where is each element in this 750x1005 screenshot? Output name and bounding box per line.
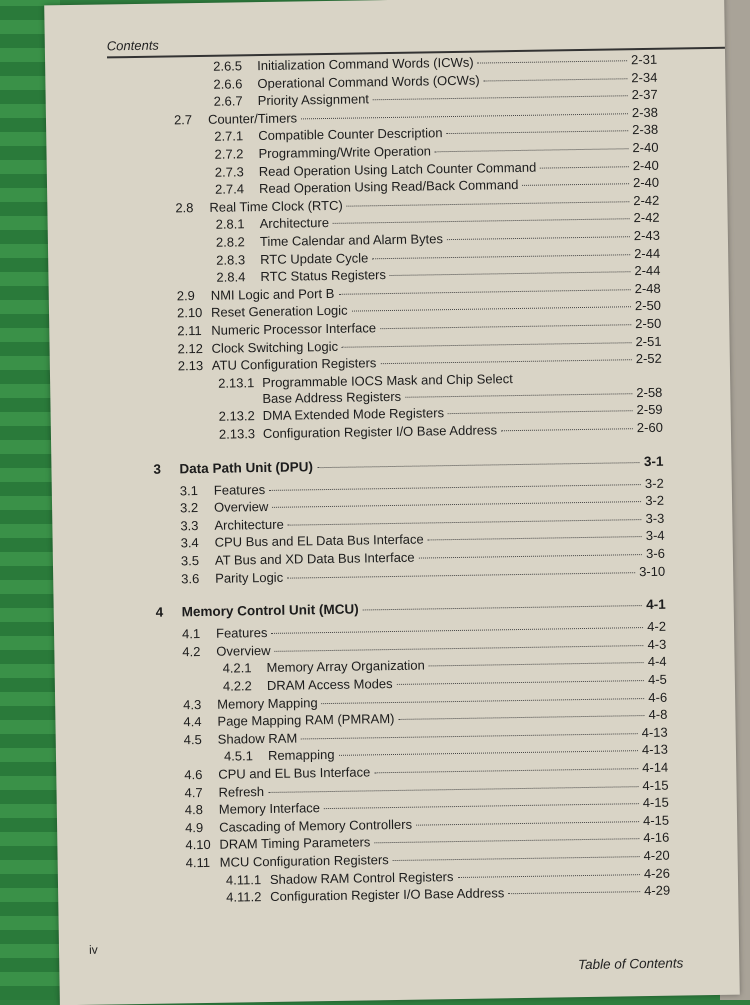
dot-leader [272, 501, 641, 508]
toc-entry-title: Memory Control Unit (MCU) [181, 601, 359, 620]
toc-entry-page: 4-14 [642, 759, 669, 776]
dot-leader [435, 148, 629, 152]
toc-entry-page: 2-43 [633, 227, 660, 244]
dot-leader [540, 166, 628, 168]
dot-leader [405, 393, 632, 398]
toc-entry-page: 4-13 [641, 724, 668, 740]
toc-entry-page: 2-40 [632, 174, 660, 191]
toc-entry-number: 2.13 [177, 358, 204, 374]
toc-chapter-entry [156, 597, 666, 620]
toc-entry-number: 4.4 [183, 714, 202, 730]
toc-entry-title: Overview [213, 499, 269, 515]
toc-entry-page: 2-60 [636, 419, 664, 436]
toc-entry-title: Memory Mapping [217, 694, 318, 712]
dot-leader [447, 236, 630, 240]
toc-entry-title: Read Operation Using Latch Counter Command [258, 159, 537, 179]
toc-entry-number: 4.6 [184, 767, 203, 783]
toc-entry-number: 2.8.3 [216, 251, 246, 268]
toc-entry-number: 4 [155, 604, 164, 620]
toc-entry-page: 4-8 [648, 706, 668, 723]
running-header: Contents [106, 37, 159, 54]
toc-entry-number: 2.11 [177, 322, 202, 339]
toc-entry-title: Parity Logic [215, 569, 284, 586]
toc-entry-title: DRAM Timing Parameters [219, 834, 371, 853]
toc-chapter-entry [153, 453, 663, 476]
toc-entry-page: 2-52 [635, 350, 662, 367]
toc-entry-page: 4-29 [644, 882, 671, 899]
dot-leader [317, 462, 640, 468]
toc-entry-title: Configuration Register I/O Base Address [262, 422, 498, 442]
toc-entry-page: 4-26 [643, 865, 671, 881]
dot-leader [333, 219, 630, 225]
toc-entry-number: 4.2.2 [222, 678, 252, 694]
dot-leader [380, 324, 631, 329]
toc-entry-page: 4-15 [642, 812, 670, 828]
toc-entry-number: 2.9 [176, 287, 195, 304]
toc-entry-number: 3.4 [180, 535, 199, 551]
toc-entry-title: Features [213, 481, 266, 498]
dot-leader [374, 768, 638, 773]
running-footer: Table of Contents [577, 955, 684, 973]
toc-entry-title: Memory Interface [218, 800, 321, 817]
toc-entry-title: Architecture [259, 215, 330, 232]
dot-leader [522, 183, 629, 186]
toc-entry-page: 3-10 [639, 563, 666, 579]
toc-entry-title: Operational Command Words (OCWs) [257, 72, 480, 91]
toc-entry-number: 4.11.2 [226, 889, 262, 905]
toc-entry-number: 3.6 [181, 570, 200, 586]
toc-entry-page: 2-59 [636, 402, 663, 418]
toc-entry-number: 2.8.4 [216, 269, 246, 285]
dot-leader [393, 856, 640, 861]
dot-leader [416, 821, 639, 826]
toc-entry-number: 3.5 [180, 553, 200, 569]
dot-leader [339, 751, 638, 757]
toc-entry-number: 3.1 [179, 482, 199, 498]
toc-entry-number: 2.13.3 [218, 426, 256, 442]
toc-entry-page: 3-2 [644, 475, 664, 491]
dot-leader [301, 113, 628, 119]
toc-entry-page: 4-20 [643, 847, 670, 864]
toc-entry-number: 4.10 [185, 837, 211, 853]
toc-entry-page: 2-48 [634, 280, 661, 296]
toc-entry-page: 3-1 [643, 453, 664, 469]
toc-entry-number: 2.6.6 [213, 75, 243, 92]
document-page [44, 0, 740, 1005]
dot-leader [301, 733, 637, 739]
toc-entry-title: CPU Bus and EL Data Bus Interface [214, 531, 424, 551]
toc-entry-page: 2-42 [633, 192, 660, 208]
toc-entry-title: Features [215, 625, 268, 641]
toc-entry-page: 3-2 [645, 492, 665, 509]
dot-leader [484, 78, 628, 81]
dot-leader [347, 201, 630, 206]
toc-entry-title: Programmable IOCS Mask and Chip Select [262, 370, 513, 390]
toc-entry-number: 2.6.7 [213, 93, 243, 109]
toc-entry-number: 4.9 [185, 819, 204, 836]
toc-entry-page: 2-37 [631, 86, 658, 103]
toc-entry-number: 4.5.1 [223, 748, 254, 765]
toc-entry-page: 2-51 [635, 333, 662, 349]
toc-entry-page: 4-13 [641, 742, 669, 758]
toc-entry-title: Refresh [218, 783, 265, 800]
dot-leader [372, 254, 630, 259]
dot-leader [322, 698, 645, 704]
toc-entry-number: 4.2.1 [222, 660, 252, 677]
toc-entry-page: 4-15 [642, 777, 669, 793]
toc-entry-title: Time Calendar and Alarm Bytes [259, 231, 444, 250]
toc-entry-page: 2-34 [631, 69, 658, 85]
toc-entry-number: 2.7.4 [214, 181, 245, 197]
dot-leader [275, 645, 644, 652]
dot-leader [397, 680, 644, 685]
toc-entry-page: 2-38 [631, 104, 659, 120]
dot-leader [428, 536, 642, 540]
toc-entry-number: 2.6.5 [213, 58, 243, 74]
toc-entry-title: Compatible Counter Description [258, 125, 443, 144]
dot-leader [380, 359, 631, 364]
toc-entry-page: 4-6 [648, 689, 668, 705]
dot-leader [287, 572, 635, 578]
toc-entry-title: Overview [216, 642, 271, 659]
dot-leader [398, 715, 644, 720]
toc-entry-title: Real Time Clock (RTC) [209, 197, 343, 215]
toc-entry-title: MCU Configuration Registers [219, 852, 389, 870]
toc-entry-page: 2-38 [632, 122, 659, 138]
dot-leader [268, 786, 638, 793]
toc-entry-number: 2.7.2 [214, 146, 244, 162]
toc-entry-number: 3 [153, 461, 162, 477]
toc-entry-page: 4-15 [642, 794, 669, 811]
dot-leader [478, 60, 627, 63]
toc-entry-page: 2-58 [636, 384, 663, 400]
toc-entry-page: 2-50 [634, 298, 662, 314]
dot-leader [338, 289, 630, 295]
dot-leader [501, 428, 633, 431]
toc-entry-title: Initialization Command Words (ICWs) [257, 54, 474, 74]
toc-entry-title: Configuration Register I/O Base Address [270, 885, 505, 905]
dot-leader [429, 662, 644, 666]
toc-entry-page: 2-40 [632, 139, 659, 156]
dot-leader [419, 554, 643, 559]
toc-entry-page: 2-44 [634, 245, 661, 261]
toc-entry-title: Remapping [267, 747, 335, 764]
toc-entry-title: DRAM Access Modes [266, 676, 393, 693]
toc-entry-number: 2.7.3 [214, 163, 244, 180]
dot-leader [271, 627, 643, 634]
toc-entry-number: 2.7 [173, 111, 193, 128]
toc-entry-page: 4-3 [647, 636, 667, 652]
toc-entry-page: 2-40 [632, 157, 659, 173]
toc-entry-number: 4.7 [184, 784, 203, 800]
toc-entry-number: 2.8 [175, 199, 194, 216]
toc-entry-title: Programming/Write Operation [258, 143, 432, 162]
toc-entry-title: Priority Assignment [257, 91, 370, 109]
dot-leader [390, 271, 630, 276]
dot-leader [324, 803, 639, 809]
toc-entry-title: Shadow RAM [217, 730, 298, 747]
toc-entry-number: 2.10 [176, 305, 203, 321]
toc-entry-page: 4-2 [647, 618, 667, 635]
dot-leader [447, 131, 629, 135]
dot-leader [374, 839, 639, 844]
toc-entry-page: 4-5 [647, 671, 667, 687]
toc-entry-title: Page Mapping RAM (PMRAM) [217, 711, 395, 729]
toc-entry-page: 3-4 [645, 528, 665, 544]
toc-entry-number: 4.1 [181, 626, 201, 642]
toc-entry-title: Reset Generation Logic [210, 303, 348, 321]
toc-entry-number: 2.13.2 [218, 408, 255, 425]
toc-entry-number: 4.2 [182, 643, 201, 660]
toc-entry-page: 4-1 [646, 596, 666, 613]
toc-entry-title: Shadow RAM Control Registers [269, 868, 454, 887]
toc-entry-title: Clock Switching Logic [211, 338, 339, 356]
toc-entry-title: Read Operation Using Read/Back Command [258, 177, 519, 197]
dot-leader [448, 411, 633, 415]
toc-entry-page: 3-3 [645, 510, 665, 526]
toc-entry-title: CPU and EL Bus Interface [218, 764, 371, 782]
toc-entry-title: RTC Status Registers [260, 267, 387, 285]
dot-leader [288, 519, 642, 526]
toc-entry-title-line2: Base Address Registers [262, 388, 402, 406]
toc-entry-page: 3-6 [645, 545, 665, 562]
toc-entry-title: Memory Array Organization [266, 657, 425, 676]
toc-entry-title: Numeric Processor Interface [211, 320, 377, 338]
dot-leader [342, 342, 631, 348]
toc-entry-title: Cascading of Memory Controllers [218, 816, 413, 835]
toc-entry-title: DMA Extended Mode Registers [262, 405, 445, 424]
dot-leader [352, 307, 631, 312]
toc-entry-number: 2.7.1 [214, 128, 244, 145]
page-number: iv [88, 942, 98, 957]
toc-entry-page: 2-44 [634, 262, 661, 279]
toc-entry-title: Counter/Timers [207, 110, 298, 127]
toc-entry-number: 3.3 [180, 517, 199, 534]
toc-entry-number: 4.3 [183, 696, 202, 712]
toc-entry-page: 2-31 [630, 51, 658, 68]
dot-leader [373, 95, 628, 100]
toc-entry-title: AT Bus and XD Data Bus Interface [214, 549, 415, 568]
toc-entry-title: NMI Logic and Port B [210, 285, 335, 303]
toc-entry-number: 4.5 [183, 731, 202, 748]
toc-entry-number: 2.13.1 [218, 374, 255, 391]
dot-leader [269, 484, 641, 491]
toc-entry-title: Data Path Unit (DPU) [179, 458, 314, 476]
toc-entry-title: Architecture [214, 516, 284, 533]
toc-entry-number: 2.8.1 [215, 216, 245, 233]
toc-entry-page: 2-50 [635, 315, 662, 332]
toc-entry-number: 2.8.2 [215, 234, 245, 250]
dot-leader [363, 605, 642, 610]
toc-entry-page: 4-16 [643, 830, 670, 846]
dot-leader [457, 874, 639, 878]
toc-entry-title: ATU Configuration Registers [211, 355, 377, 373]
toc-entry-title: RTC Update Cycle [260, 249, 369, 267]
dot-leader [508, 891, 640, 894]
toc-entry-number: 3.2 [179, 500, 199, 516]
toc-entry-page: 4-4 [647, 654, 667, 670]
toc-entry-number: 2.12 [177, 340, 204, 356]
toc-entry-page: 2-42 [633, 210, 660, 226]
toc-entry-number: 4.11.1 [225, 871, 262, 888]
toc-entry-number: 4.11 [185, 854, 211, 871]
toc-entry-number: 4.8 [184, 802, 204, 818]
